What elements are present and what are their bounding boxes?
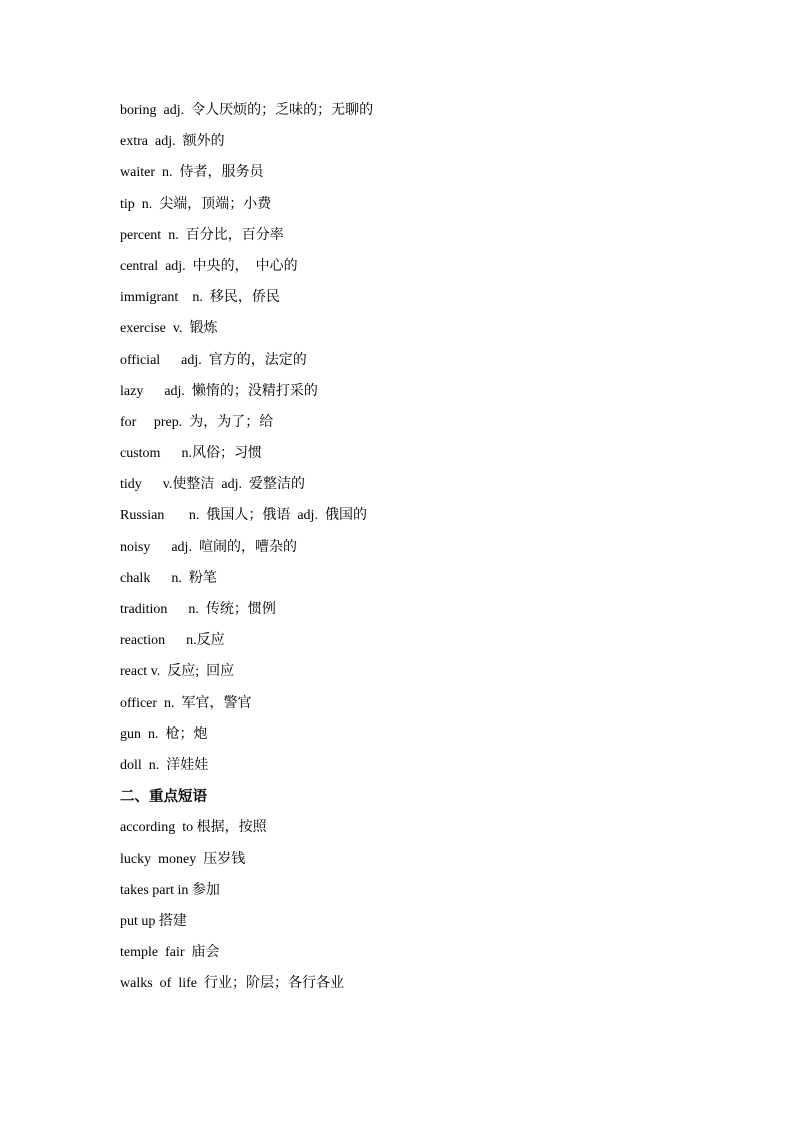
vocab-line: reaction n.反应 xyxy=(120,633,225,649)
vocab-line: noisy adj. 喧闹的，嘈杂的 xyxy=(120,539,297,555)
vocab-line: central adj. 中央的， 中心的 xyxy=(120,258,298,274)
vocab-line: gun n. 枪；炮 xyxy=(120,726,208,742)
vocab-line: official adj. 官方的，法定的 xyxy=(120,352,307,368)
vocab-line: tradition n. 传统；惯例 xyxy=(120,602,276,617)
vocab-line: tip n. 尖端，顶端；小费 xyxy=(120,196,272,212)
vocab-line: boring adj. 令人厌烦的；乏味的；无聊的 xyxy=(120,103,374,118)
vocabulary-list xyxy=(120,99,720,1003)
vocab-line: immigrant n. 移民，侨民 xyxy=(120,290,280,306)
phrase-line: lucky money 压岁钱 xyxy=(120,851,246,867)
phrase-line: temple fair 庙会 xyxy=(120,945,220,961)
vocab-line: react v. 反应; 回应 xyxy=(120,664,235,680)
vocab-line: doll n. 洋娃娃 xyxy=(120,757,209,773)
phrase-line: put up 搭建 xyxy=(120,913,187,929)
vocab-line: exercise v. 锻炼 xyxy=(120,321,218,337)
vocab-line: custom n.风俗；习惯 xyxy=(120,446,262,462)
phrase-line: takes part in 参加 xyxy=(120,882,220,898)
vocab-line: waiter n. 侍者，服务员 xyxy=(120,165,264,181)
vocab-line: percent n. 百分比，百分率 xyxy=(120,227,284,243)
vocab-line: for prep. 为，为了；给 xyxy=(120,414,274,430)
vocab-line: lazy adj. 懒惰的；没精打采的 xyxy=(120,383,318,399)
phrase-line: walks of life 行业；阶层；各行各业 xyxy=(120,976,344,992)
section-heading: 二、重点短语 xyxy=(120,789,207,806)
phrase-line: according to 根据，按照 xyxy=(120,820,267,836)
vocab-line: Russian n. 俄国人；俄语 adj. 俄国的 xyxy=(120,508,367,524)
vocab-line: officer n. 军官，警官 xyxy=(120,695,252,711)
vocab-line: tidy v.使整洁 adj. 爱整洁的 xyxy=(120,477,305,493)
vocab-line: chalk n. 粉笔 xyxy=(120,570,217,586)
vocab-line: extra adj. 额外的 xyxy=(120,134,225,150)
